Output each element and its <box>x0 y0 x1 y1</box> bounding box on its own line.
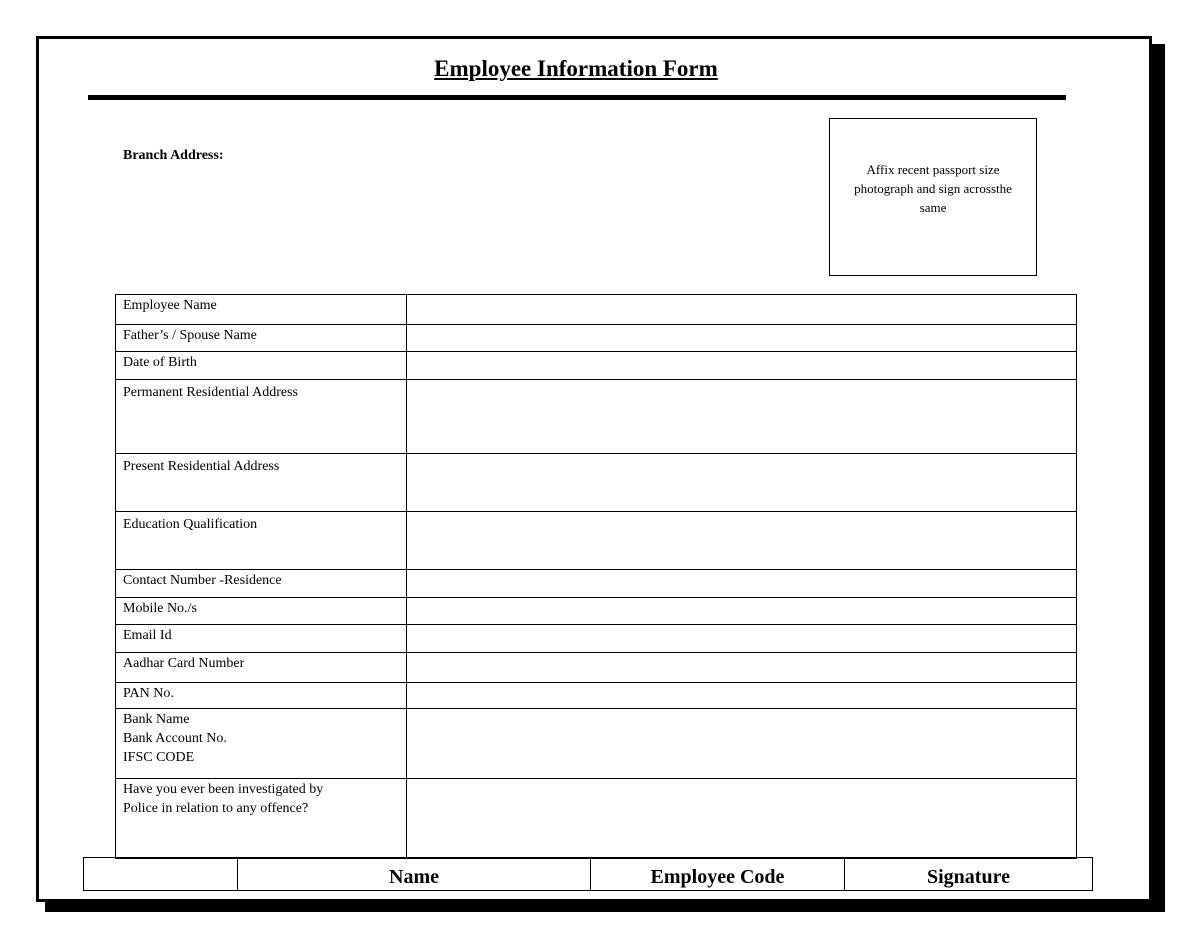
row-value-aadhar[interactable] <box>407 653 1077 683</box>
table-row <box>116 653 1077 683</box>
table-row <box>116 683 1077 709</box>
row-value-permanent-address[interactable] <box>407 380 1077 454</box>
row-value-employee-name[interactable] <box>407 295 1077 325</box>
row-label-bank-details: Bank Name Bank Account No. IFSC CODE <box>116 709 407 779</box>
table-row <box>84 858 1093 891</box>
table-row <box>116 598 1077 625</box>
row-label-contact-residence: Contact Number -Residence <box>116 570 407 598</box>
row-label-permanent-address: Permanent Residential Address <box>116 380 407 454</box>
photo-instruction: Affix recent passport size photograph and sign acrossthe same <box>854 162 1012 215</box>
row-label-father-spouse-name: Father’s / Spouse Name <box>116 325 407 352</box>
table-row <box>116 325 1077 352</box>
table-row <box>116 709 1077 779</box>
footer-blank-cell[interactable] <box>84 858 238 891</box>
row-value-father-spouse-name[interactable] <box>407 325 1077 352</box>
row-value-pan[interactable] <box>407 683 1077 709</box>
table-row <box>116 512 1077 570</box>
row-value-police-investigation[interactable] <box>407 779 1077 859</box>
table-row <box>116 570 1077 598</box>
employee-info-table <box>115 294 1077 859</box>
form-title: Employee Information Form <box>434 56 718 81</box>
row-value-contact-residence[interactable] <box>407 570 1077 598</box>
row-value-date-of-birth[interactable] <box>407 352 1077 380</box>
table-row <box>116 380 1077 454</box>
table-row <box>116 625 1077 653</box>
table-row <box>116 352 1077 380</box>
footer-signature-header: Signature <box>845 858 1093 891</box>
row-label-aadhar: Aadhar Card Number <box>116 653 407 683</box>
row-label-education: Education Qualification <box>116 512 407 570</box>
row-label-email: Email Id <box>116 625 407 653</box>
footer-name-header: Name <box>238 858 591 891</box>
row-value-education[interactable] <box>407 512 1077 570</box>
row-label-pan: PAN No. <box>116 683 407 709</box>
row-value-mobile[interactable] <box>407 598 1077 625</box>
table-row <box>116 454 1077 512</box>
signature-table <box>83 857 1093 891</box>
photo-box <box>829 118 1037 276</box>
footer-employee-code-header: Employee Code <box>591 858 845 891</box>
title-rule <box>88 95 1066 100</box>
row-label-police-investigation: Have you ever been investigated by Police in relation to any offence? <box>116 779 407 859</box>
row-value-present-address[interactable] <box>407 454 1077 512</box>
row-label-employee-name: Employee Name <box>116 295 407 325</box>
row-value-email[interactable] <box>407 625 1077 653</box>
table-row <box>116 779 1077 859</box>
branch-address-label: Branch Address: <box>123 148 224 163</box>
row-label-present-address: Present Residential Address <box>116 454 407 512</box>
row-label-date-of-birth: Date of Birth <box>116 352 407 380</box>
row-value-bank-details[interactable] <box>407 709 1077 779</box>
table-row <box>116 295 1077 325</box>
row-label-mobile: Mobile No./s <box>116 598 407 625</box>
